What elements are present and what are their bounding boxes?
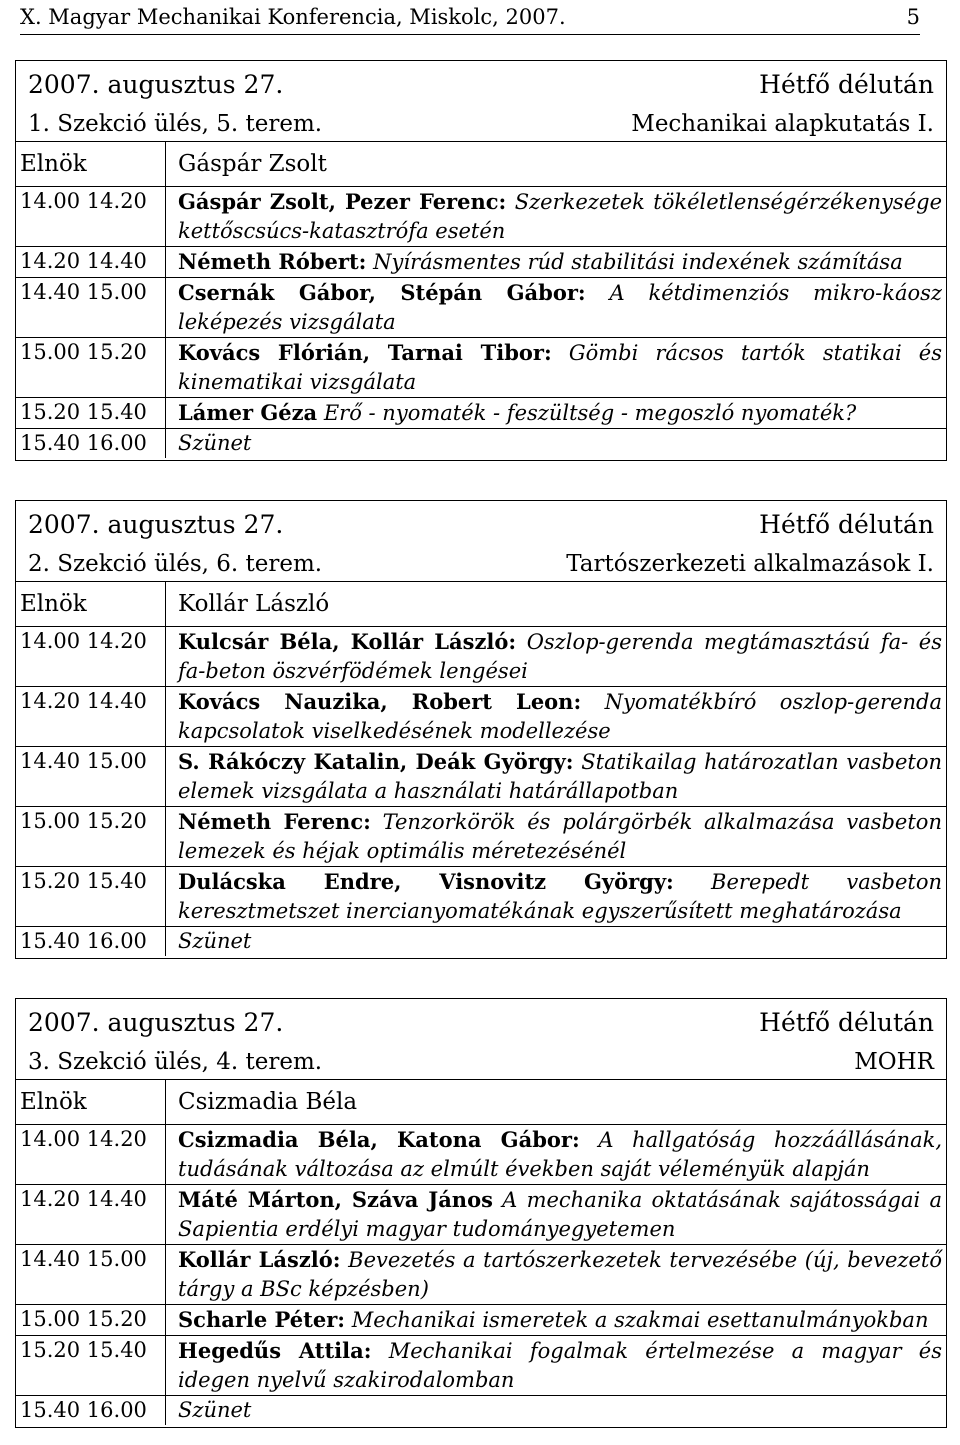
session-date-row — [16, 61, 946, 107]
talk-row — [16, 338, 946, 398]
talk-authors: Kovács Nauzika, Robert Leon: — [178, 689, 582, 714]
session-title-row — [16, 547, 946, 582]
talk-title: Gömbi rácsos tartók statikai és kinematikai vizsgálata — [178, 341, 942, 394]
break-row — [16, 927, 946, 956]
talk-authors: Németh Róbert: — [178, 249, 367, 274]
talk-row — [16, 398, 946, 429]
talk-title: Tenzorkörök és polárgörbék alkalmazása vasbeton lemezek és héjak optimális méretezésénél — [178, 810, 942, 863]
talk-title: A kétdimenziós mikro-káosz leképezés vizsgálata — [178, 281, 942, 334]
talk-row — [16, 1185, 946, 1245]
talk-time: 14.20 14.40 — [16, 687, 166, 746]
talk-time: 15.00 15.20 — [16, 807, 166, 866]
talk-title: Bevezetés a tartószerkezetek tervezésébe (új, bevezető tárgy a BSc képzésben) — [178, 1248, 942, 1301]
talk-row — [16, 1125, 946, 1185]
talk-row — [16, 807, 946, 867]
talk-authors: Scharle Péter: — [178, 1307, 346, 1332]
talk-row — [16, 187, 946, 247]
session-period: Hétfő délután — [759, 1007, 934, 1037]
session-title-row — [16, 1045, 946, 1080]
talk-title: Berepedt vasbeton keresztmetszet inercianyomatékának egyszerűsített meghatározása — [178, 870, 942, 923]
talk-time: 15.00 15.20 — [16, 1305, 166, 1335]
session-date-row — [16, 501, 946, 547]
talk-row — [16, 1305, 946, 1336]
talk-title: Szerkezetek tökéletlenségérzékenysége kettőscsúcs-katasztrófa esetén — [178, 190, 942, 243]
talk-list — [16, 142, 946, 460]
talk-time: 15.20 15.40 — [16, 398, 166, 428]
talk-time: 15.20 15.40 — [16, 867, 166, 926]
talk-row — [16, 747, 946, 807]
talk-row — [16, 1245, 946, 1305]
break-label: Szünet — [178, 1398, 252, 1422]
session-name: 3. Szekció ülés, 4. terem. — [28, 1048, 323, 1075]
talk-authors: Lámer Géza — [178, 400, 318, 425]
talk-time: 14.20 14.40 — [16, 247, 166, 277]
talk-time: 15.00 15.20 — [16, 338, 166, 397]
session-date-row — [16, 999, 946, 1045]
chair-row — [16, 582, 946, 627]
session-date: 2007. augusztus 27. — [28, 69, 284, 99]
talk-authors: Németh Ferenc: — [178, 809, 371, 834]
talk-row — [16, 687, 946, 747]
page-header — [20, 0, 920, 35]
conference-title: X. Magyar Mechanikai Konferencia, Miskolc, 2007. — [20, 4, 566, 29]
chair-row — [16, 142, 946, 187]
talk-row — [16, 1336, 946, 1396]
page-number: 5 — [906, 4, 920, 29]
talk-authors: Hegedűs Attila: — [178, 1338, 372, 1363]
chair-label: Elnök — [16, 582, 166, 626]
chair-label: Elnök — [16, 142, 166, 186]
break-label: Szünet — [178, 431, 252, 455]
talk-authors: S. Rákóczy Katalin, Deák György: — [178, 749, 574, 774]
session-title-row — [16, 107, 946, 142]
session-date: 2007. augusztus 27. — [28, 509, 284, 539]
talk-title: Statikailag határozatlan vasbeton elemek vizsgálata a használati határállapotban — [178, 750, 942, 803]
talk-authors: Csernák Gábor, Stépán Gábor: — [178, 280, 586, 305]
break-label: Szünet — [178, 929, 252, 953]
talk-row — [16, 867, 946, 927]
talk-row — [16, 278, 946, 338]
talk-authors: Máté Márton, Száva János — [178, 1187, 493, 1212]
session-1 — [15, 60, 947, 461]
talk-row — [16, 247, 946, 278]
session-period: Hétfő délután — [759, 509, 934, 539]
break-row — [16, 1396, 946, 1425]
session-topic: MOHR — [854, 1048, 934, 1075]
chair-name: Kollár László — [178, 590, 330, 617]
talk-time: 14.40 15.00 — [16, 747, 166, 806]
talk-time: 15.20 15.40 — [16, 1336, 166, 1395]
talk-list — [16, 1080, 946, 1427]
session-date: 2007. augusztus 27. — [28, 1007, 284, 1037]
talk-title: Mechanikai fogalmak értelmezése a magyar és idegen nyelvű szakirodalomban — [178, 1339, 942, 1392]
session-topic: Mechanikai alapkutatás I. — [631, 110, 934, 137]
talk-title: Nyomatékbíró oszlop-gerenda kapcsolatok viselkedésének modellezése — [178, 690, 943, 743]
talk-title: Nyírásmentes rúd stabilitási indexének számítása — [373, 250, 903, 274]
talk-title: A hallgatóság hozzáállásának, tudásának változása az elmúlt években saját véleményük alapján — [178, 1128, 942, 1181]
talk-time: 14.00 14.20 — [16, 627, 166, 686]
talk-list — [16, 582, 946, 958]
talk-authors: Kollár László: — [178, 1247, 341, 1272]
talk-time: 14.00 14.20 — [16, 1125, 166, 1184]
talk-row — [16, 627, 946, 687]
talk-time: 14.20 14.40 — [16, 1185, 166, 1244]
talk-time: 14.00 14.20 — [16, 187, 166, 246]
talk-title: Oszlop-gerenda megtámasztású fa- és fa-beton öszvérfödémek lengései — [178, 630, 942, 683]
talk-time: 14.40 15.00 — [16, 1245, 166, 1304]
talk-time: 15.40 16.00 — [16, 1396, 166, 1425]
talk-authors: Csizmadia Béla, Katona Gábor: — [178, 1127, 580, 1152]
talk-authors: Kulcsár Béla, Kollár László: — [178, 629, 517, 654]
talk-time: 15.40 16.00 — [16, 927, 166, 956]
chair-name: Csizmadia Béla — [178, 1088, 358, 1115]
talk-authors: Gáspár Zsolt, Pezer Ferenc: — [178, 189, 507, 214]
talk-authors: Dulácska Endre, Visnovitz György: — [178, 869, 674, 894]
session-name: 2. Szekció ülés, 6. terem. — [28, 550, 323, 577]
talk-time: 14.40 15.00 — [16, 278, 166, 337]
chair-name: Gáspár Zsolt — [178, 150, 327, 177]
talk-title: Mechanikai ismeretek a szakmai esettanulmányokban — [351, 1308, 929, 1332]
session-3 — [15, 998, 947, 1428]
chair-row — [16, 1080, 946, 1125]
session-period: Hétfő délután — [759, 69, 934, 99]
talk-time: 15.40 16.00 — [16, 429, 166, 458]
chair-label: Elnök — [16, 1080, 166, 1124]
break-row — [16, 429, 946, 458]
session-2 — [15, 500, 947, 959]
session-topic: Tartószerkezeti alkalmazások I. — [566, 550, 934, 577]
session-name: 1. Szekció ülés, 5. terem. — [28, 110, 323, 137]
talk-title: A mechanika oktatásának sajátosságai a Sapientia erdélyi magyar tudományegyetemen — [178, 1188, 942, 1241]
talk-title: Erő - nyomaték - feszültség - megoszló nyomaték? — [323, 401, 857, 425]
talk-authors: Kovács Flórián, Tarnai Tibor: — [178, 340, 552, 365]
